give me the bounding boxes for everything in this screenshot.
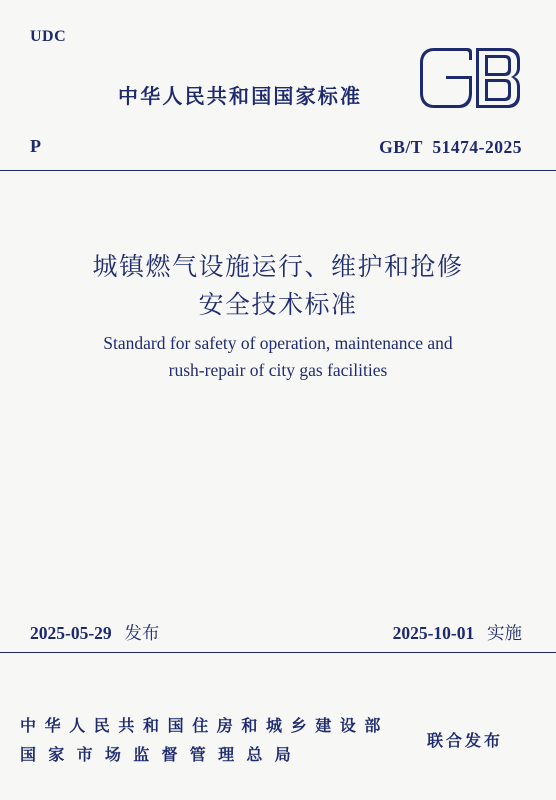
implement-date: 2025-10-01 (392, 623, 475, 643)
udc-label: UDC (30, 28, 67, 45)
title-en (0, 330, 556, 384)
title-en-line1: Standard for safety of operation, maintenance and (103, 333, 453, 353)
title-cn-line1: 城镇燃气设施运行、维护和抢修 (92, 252, 464, 281)
top-divider (0, 170, 556, 171)
national-standard-title: 中华人民共和国国家标准 (118, 84, 363, 108)
issue-date-block (30, 620, 159, 645)
implement-date-block (393, 620, 522, 645)
category-code: P (30, 136, 41, 156)
joint-publish-label: 联合发布 (427, 731, 504, 750)
publisher-line2: 国家市场监督管理总局 (20, 745, 304, 764)
publisher-line1: 中华人民共和国住房和城乡建设部 (20, 716, 390, 735)
gb-logo-graphic (420, 48, 520, 108)
implement-label: 实施 (487, 624, 522, 644)
gb-logo (418, 46, 522, 110)
bottom-divider (0, 652, 556, 653)
title-cn-line2: 安全技术标准 (198, 290, 358, 319)
issue-label: 发布 (124, 624, 160, 644)
title-en-line2: rush-repair of city gas facilities (168, 360, 388, 380)
issue-date: 2025-05-29 (30, 623, 112, 643)
standard-number: GB/T 51474-2025 (379, 137, 522, 157)
title-block (0, 248, 556, 384)
